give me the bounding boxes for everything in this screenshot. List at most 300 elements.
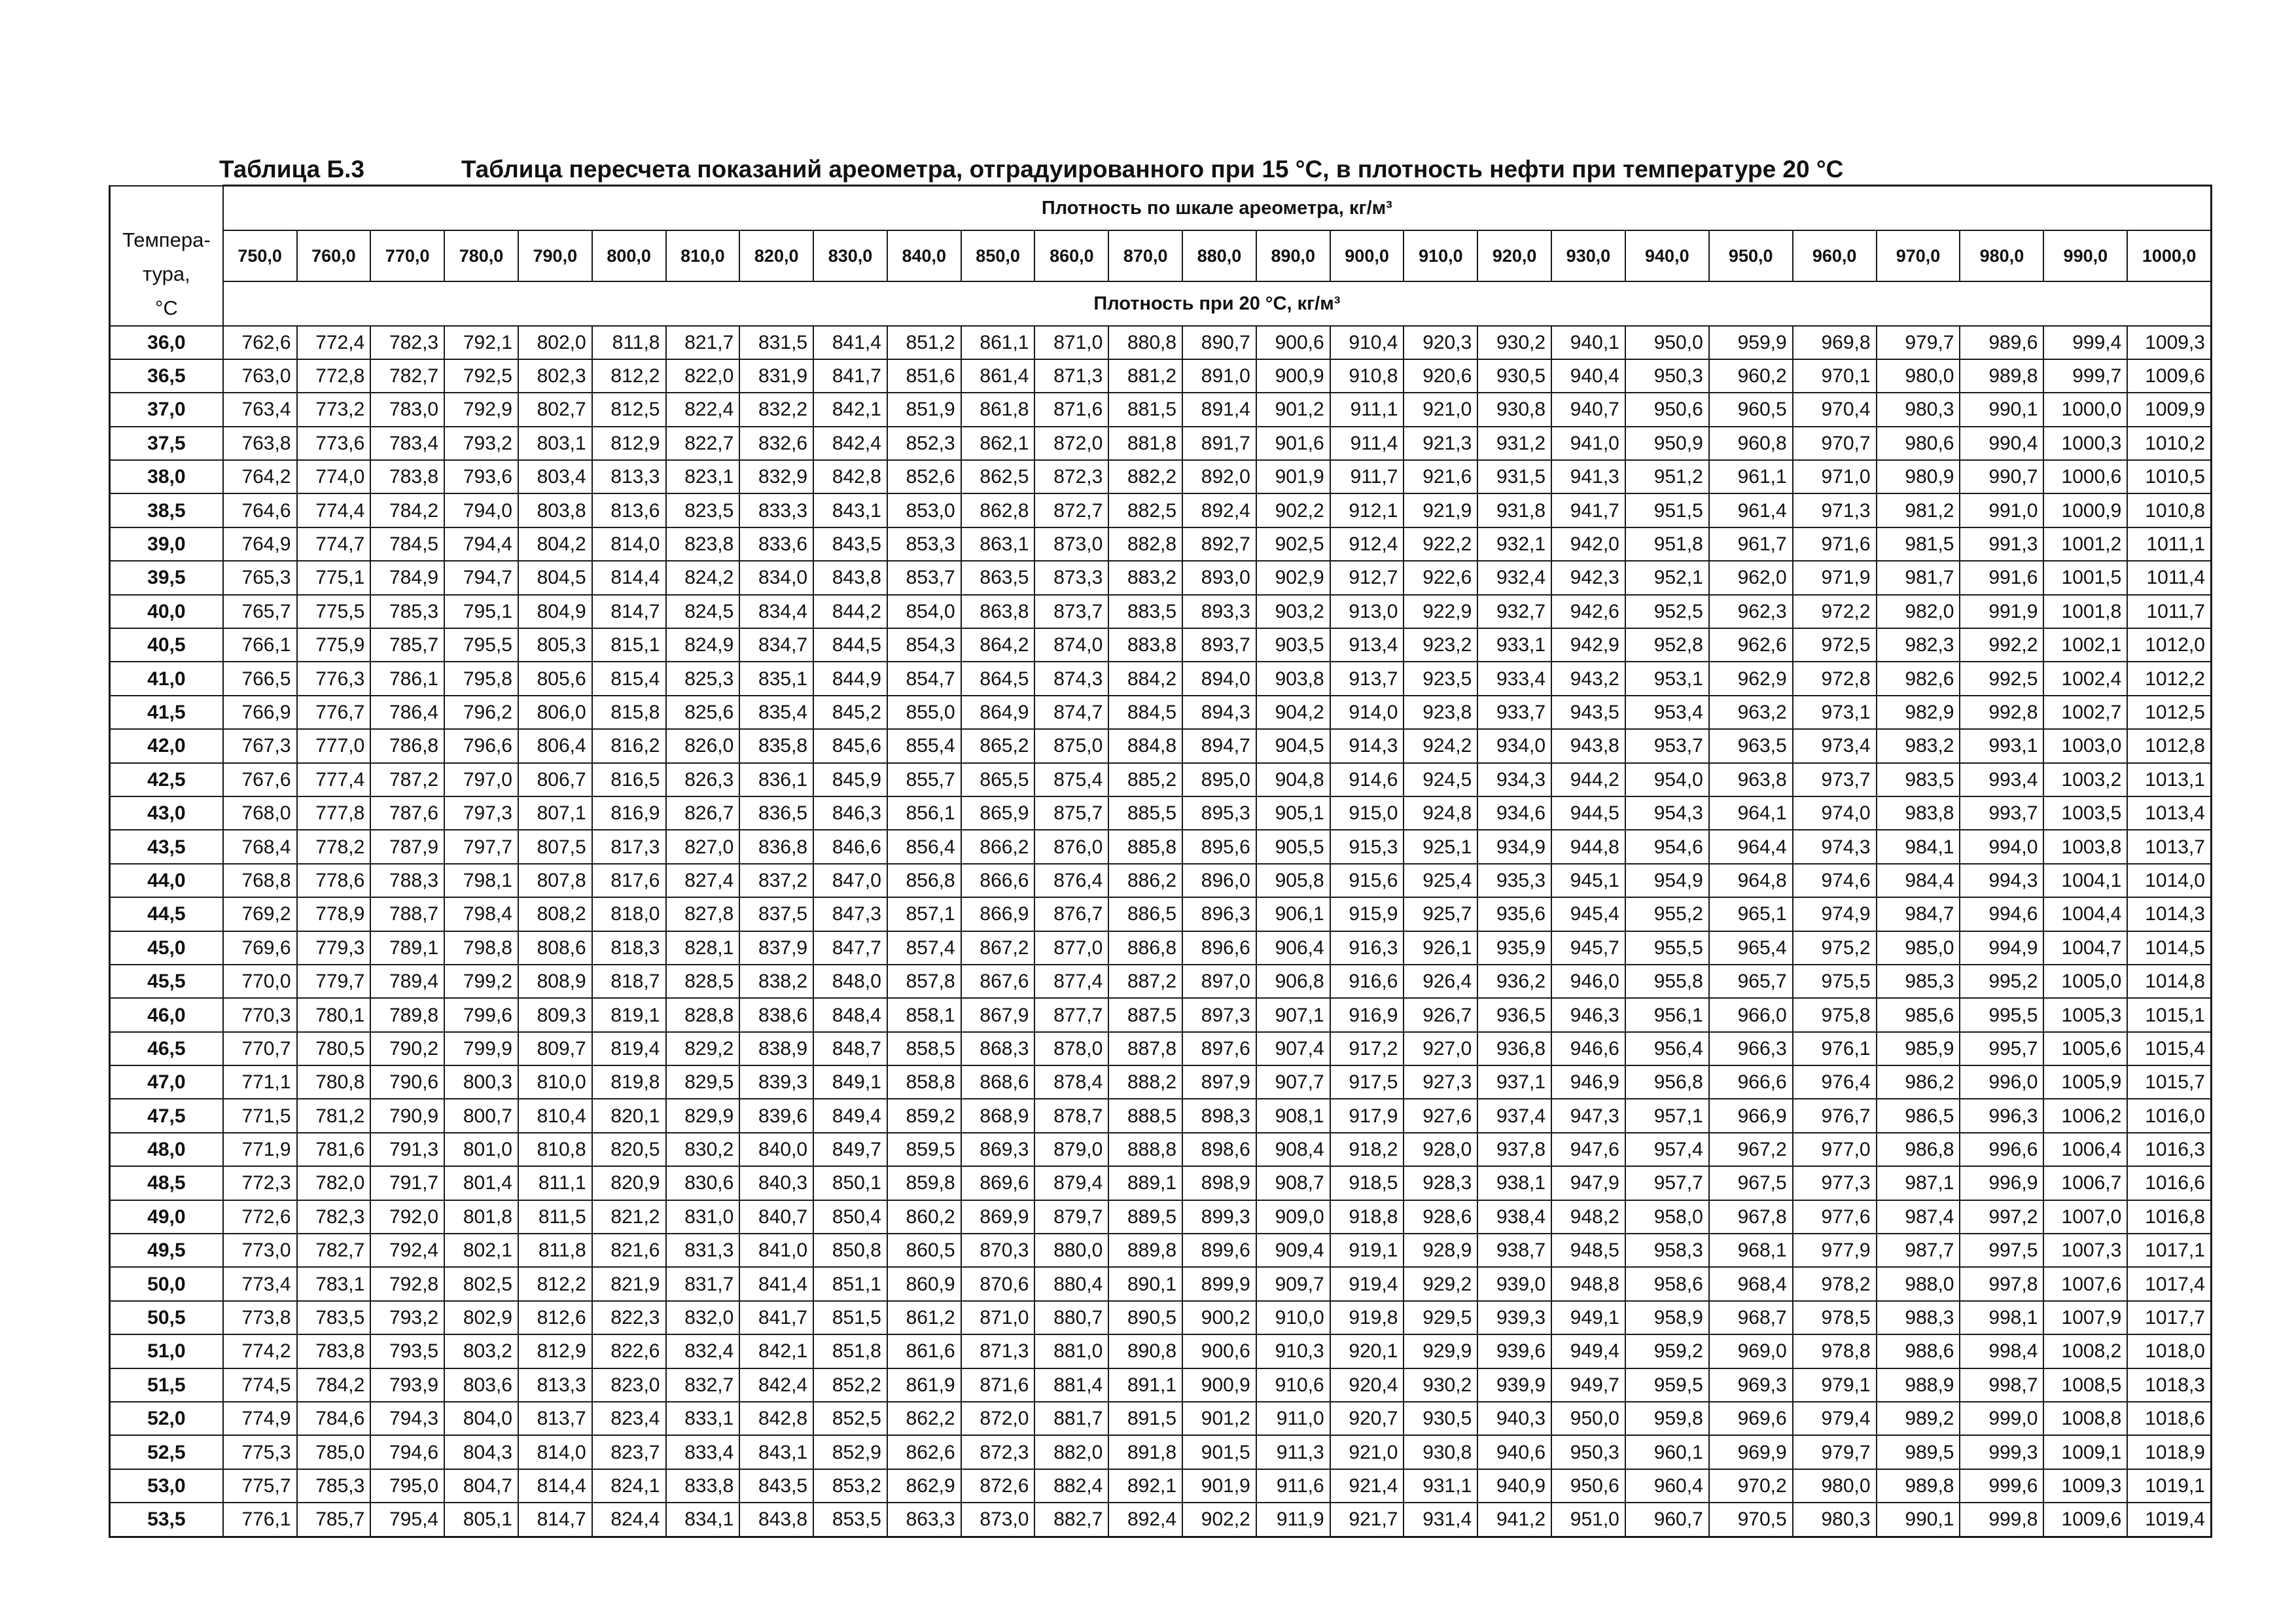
- density-cell: 842,8: [813, 460, 887, 493]
- density-cell: 872,3: [1034, 460, 1108, 493]
- density-cell: 815,8: [592, 696, 666, 729]
- density-cell: 981,7: [1877, 561, 1960, 594]
- density-cell: 803,1: [518, 427, 592, 460]
- density-cell: 1000,6: [2043, 460, 2127, 493]
- density-cell: 1009,3: [2127, 326, 2211, 359]
- density-cell: 772,4: [297, 326, 371, 359]
- density-cell: 833,6: [739, 527, 813, 561]
- density-cell: 1007,9: [2043, 1301, 2127, 1334]
- density-cell: 987,4: [1877, 1200, 1960, 1234]
- density-cell: 824,5: [666, 595, 740, 628]
- density-cell: 894,0: [1182, 662, 1256, 695]
- density-cell: 850,1: [813, 1166, 887, 1200]
- density-cell: 804,2: [518, 527, 592, 561]
- density-cell: 861,2: [887, 1301, 961, 1334]
- table-body: [110, 326, 2212, 1537]
- density-cell: 770,7: [223, 1032, 297, 1065]
- density-cell: 778,6: [297, 864, 371, 897]
- density-20-label: Плотность при 20 °C, кг/м³: [1093, 293, 1341, 314]
- density-cell: 792,9: [444, 393, 518, 426]
- density-cell: 840,3: [739, 1166, 813, 1200]
- density-cell: 876,0: [1034, 830, 1108, 863]
- density-cell: 883,5: [1108, 595, 1182, 628]
- density-cell: 854,7: [887, 662, 961, 695]
- density-cell: 887,5: [1108, 998, 1182, 1031]
- density-cell: 840,0: [739, 1133, 813, 1166]
- density-cell: 900,6: [1182, 1334, 1256, 1368]
- density-cell: 903,2: [1256, 595, 1330, 628]
- density-cell: 773,8: [223, 1301, 297, 1334]
- density-cell: 956,4: [1625, 1032, 1709, 1065]
- density-cell: 836,5: [739, 796, 813, 830]
- density-cell: 814,4: [592, 561, 666, 594]
- density-cell: 931,2: [1477, 427, 1551, 460]
- density-cell: 899,6: [1182, 1234, 1256, 1267]
- density-cell: 778,9: [297, 897, 371, 931]
- density-cell: 798,4: [444, 897, 518, 931]
- scale-value-header: 860,0: [1034, 230, 1108, 282]
- density-cell: 958,6: [1625, 1267, 1709, 1300]
- density-cell: 879,4: [1034, 1166, 1108, 1200]
- density-cell: 777,4: [297, 763, 371, 796]
- density-cell: 871,0: [1034, 326, 1108, 359]
- density-cell: 792,8: [370, 1267, 444, 1300]
- density-cell: 872,7: [1034, 493, 1108, 527]
- density-cell: 907,4: [1256, 1032, 1330, 1065]
- density-cell: 823,7: [592, 1435, 666, 1469]
- density-cell: 916,9: [1330, 998, 1404, 1031]
- density-cell: 803,4: [518, 460, 592, 493]
- density-cell: 1009,3: [2043, 1469, 2127, 1503]
- density-cell: 842,1: [813, 393, 887, 426]
- density-cell: 861,6: [887, 1334, 961, 1368]
- density-cell: 910,0: [1256, 1301, 1330, 1334]
- density-cell: 899,3: [1182, 1200, 1256, 1234]
- density-cell: 797,3: [444, 796, 518, 830]
- density-cell: 816,2: [592, 729, 666, 762]
- density-cell: 865,5: [961, 763, 1035, 796]
- density-cell: 890,1: [1108, 1267, 1182, 1300]
- temperature-column-header: [110, 186, 223, 326]
- density-cell: 1015,7: [2127, 1065, 2211, 1099]
- density-cell: 766,5: [223, 662, 297, 695]
- density-cell: 1008,2: [2043, 1334, 2127, 1368]
- density-cell: 772,3: [223, 1166, 297, 1200]
- density-cell: 857,1: [887, 897, 961, 931]
- density-cell: 979,4: [1793, 1402, 1877, 1435]
- density-cell: 1018,0: [2127, 1334, 2211, 1368]
- table-row: [110, 830, 2212, 863]
- density-cell: 835,1: [739, 662, 813, 695]
- density-cell: 1002,7: [2043, 696, 2127, 729]
- density-cell: 970,5: [1709, 1503, 1793, 1537]
- density-cell: 844,5: [813, 628, 887, 662]
- density-cell: 875,0: [1034, 729, 1108, 762]
- density-cell: 826,7: [666, 796, 740, 830]
- density-cell: 914,0: [1330, 696, 1404, 729]
- density-cell: 945,1: [1551, 864, 1625, 897]
- density-cell: 838,9: [739, 1032, 813, 1065]
- density-cell: 983,8: [1877, 796, 1960, 830]
- density-cell: 962,3: [1709, 595, 1793, 628]
- density-cell: 821,9: [592, 1267, 666, 1300]
- density-cell: 802,7: [518, 393, 592, 426]
- density-cell: 999,4: [2043, 326, 2127, 359]
- density-cell: 874,3: [1034, 662, 1108, 695]
- density-cell: 850,8: [813, 1234, 887, 1267]
- density-cell: 770,0: [223, 965, 297, 998]
- table-row: [110, 965, 2212, 998]
- density-cell: 980,3: [1793, 1503, 1877, 1537]
- density-cell: 782,3: [370, 326, 444, 359]
- density-cell: 862,2: [887, 1402, 961, 1435]
- density-cell: 830,6: [666, 1166, 740, 1200]
- density-cell: 852,6: [887, 460, 961, 493]
- density-cell: 881,8: [1108, 427, 1182, 460]
- density-cell: 827,0: [666, 830, 740, 863]
- density-cell: 988,0: [1877, 1267, 1960, 1300]
- density-cell: 973,4: [1793, 729, 1877, 762]
- density-cell: 841,7: [739, 1301, 813, 1334]
- density-cell: 951,8: [1625, 527, 1709, 561]
- density-cell: 887,8: [1108, 1032, 1182, 1065]
- density-cell: 886,8: [1108, 931, 1182, 965]
- density-cell: 910,4: [1330, 326, 1404, 359]
- density-cell: 866,2: [961, 830, 1035, 863]
- density-cell: 980,9: [1877, 460, 1960, 493]
- density-cell: 1009,1: [2043, 1435, 2127, 1469]
- density-cell: 798,1: [444, 864, 518, 897]
- density-cell: 777,8: [297, 796, 371, 830]
- density-cell: 795,4: [370, 1503, 444, 1537]
- table-row: [110, 595, 2212, 628]
- density-cell: 973,1: [1793, 696, 1877, 729]
- density-cell: 940,7: [1551, 393, 1625, 426]
- density-cell: 895,6: [1182, 830, 1256, 863]
- density-cell: 861,9: [887, 1368, 961, 1402]
- temperature-cell: 49,5: [110, 1234, 223, 1267]
- density-cell: 791,7: [370, 1166, 444, 1200]
- scale-value-header: 840,0: [887, 230, 961, 282]
- scale-value-header: 780,0: [444, 230, 518, 282]
- density-cell: 891,4: [1182, 393, 1256, 426]
- density-cell: 1012,2: [2127, 662, 2211, 695]
- density-cell: 915,0: [1330, 796, 1404, 830]
- density-cell: 920,4: [1330, 1368, 1404, 1402]
- density-cell: 934,6: [1477, 796, 1551, 830]
- density-cell: 843,1: [739, 1435, 813, 1469]
- density-cell: 1000,9: [2043, 493, 2127, 527]
- density-cell: 848,4: [813, 998, 887, 1031]
- density-cell: 900,2: [1182, 1301, 1256, 1334]
- density-cell: 844,9: [813, 662, 887, 695]
- density-cell: 842,8: [739, 1402, 813, 1435]
- density-cell: 882,2: [1108, 460, 1182, 493]
- density-cell: 986,8: [1877, 1133, 1960, 1166]
- density-cell: 892,4: [1182, 493, 1256, 527]
- density-cell: 881,4: [1034, 1368, 1108, 1402]
- density-cell: 943,5: [1551, 696, 1625, 729]
- density-cell: 930,5: [1404, 1402, 1477, 1435]
- temperature-cell: 48,5: [110, 1166, 223, 1200]
- density-cell: 873,7: [1034, 595, 1108, 628]
- density-cell: 994,9: [1960, 931, 2043, 965]
- density-cell: 969,0: [1709, 1334, 1793, 1368]
- density-cell: 806,4: [518, 729, 592, 762]
- density-cell: 802,9: [444, 1301, 518, 1334]
- density-cell: 819,4: [592, 1032, 666, 1065]
- density-cell: 949,4: [1551, 1334, 1625, 1368]
- density-cell: 887,2: [1108, 965, 1182, 998]
- density-cell: 914,3: [1330, 729, 1404, 762]
- density-cell: 782,0: [297, 1166, 371, 1200]
- density-cell: 864,2: [961, 628, 1035, 662]
- density-cell: 924,2: [1404, 729, 1477, 762]
- density-cell: 851,6: [887, 359, 961, 393]
- density-cell: 947,3: [1551, 1099, 1625, 1132]
- density-cell: 829,2: [666, 1032, 740, 1065]
- density-cell: 847,7: [813, 931, 887, 965]
- density-cell: 834,0: [739, 561, 813, 594]
- density-cell: 998,4: [1960, 1334, 2043, 1368]
- density-cell: 857,4: [887, 931, 961, 965]
- density-cell: 911,7: [1330, 460, 1404, 493]
- density-cell: 928,9: [1404, 1234, 1477, 1267]
- density-cell: 1017,7: [2127, 1301, 2211, 1334]
- density-cell: 781,2: [297, 1099, 371, 1132]
- density-cell: 855,7: [887, 763, 961, 796]
- density-cell: 855,4: [887, 729, 961, 762]
- density-cell: 767,6: [223, 763, 297, 796]
- density-cell: 979,7: [1877, 326, 1960, 359]
- density-cell: 1010,8: [2127, 493, 2211, 527]
- density-cell: 999,0: [1960, 1402, 2043, 1435]
- density-cell: 979,7: [1793, 1435, 1877, 1469]
- density-cell: 1000,3: [2043, 427, 2127, 460]
- density-cell: 765,3: [223, 561, 297, 594]
- density-cell: 1013,4: [2127, 796, 2211, 830]
- density-cell: 815,4: [592, 662, 666, 695]
- density-cell: 867,2: [961, 931, 1035, 965]
- density-cell: 908,1: [1256, 1099, 1330, 1132]
- density-cell: 834,4: [739, 595, 813, 628]
- density-cell: 795,1: [444, 595, 518, 628]
- density-cell: 963,5: [1709, 729, 1793, 762]
- density-cell: 911,9: [1256, 1503, 1330, 1537]
- density-cell: 869,6: [961, 1166, 1035, 1200]
- density-cell: 882,4: [1034, 1469, 1108, 1503]
- density-cell: 835,8: [739, 729, 813, 762]
- density-cell: 976,7: [1793, 1099, 1877, 1132]
- density-cell: 1016,6: [2127, 1166, 2211, 1200]
- density-cell: 881,5: [1108, 393, 1182, 426]
- density-cell: 911,0: [1256, 1402, 1330, 1435]
- density-cell: 861,8: [961, 393, 1035, 426]
- density-cell: 852,3: [887, 427, 961, 460]
- density-cell: 837,9: [739, 931, 813, 965]
- density-cell: 884,8: [1108, 729, 1182, 762]
- density-cell: 971,6: [1793, 527, 1877, 561]
- density-cell: 904,8: [1256, 763, 1330, 796]
- density-cell: 1005,9: [2043, 1065, 2127, 1099]
- scale-value-header: 990,0: [2043, 230, 2127, 282]
- density-cell: 806,0: [518, 696, 592, 729]
- density-cell: 793,2: [370, 1301, 444, 1334]
- density-cell: 966,9: [1709, 1099, 1793, 1132]
- density-cell: 955,2: [1625, 897, 1709, 931]
- density-cell: 824,1: [592, 1469, 666, 1503]
- density-cell: 851,2: [887, 326, 961, 359]
- density-cell: 800,7: [444, 1099, 518, 1132]
- density-cell: 838,6: [739, 998, 813, 1031]
- density-cell: 807,8: [518, 864, 592, 897]
- density-cell: 785,7: [370, 628, 444, 662]
- density-cell: 953,7: [1625, 729, 1709, 762]
- temperature-cell: 40,0: [110, 595, 223, 628]
- scale-value-header: 980,0: [1960, 230, 2043, 282]
- density-cell: 917,9: [1330, 1099, 1404, 1132]
- density-cell: 997,2: [1960, 1200, 2043, 1234]
- density-cell: 950,9: [1625, 427, 1709, 460]
- temperature-cell: 47,5: [110, 1099, 223, 1132]
- density-cell: 829,5: [666, 1065, 740, 1099]
- density-cell: 764,2: [223, 460, 297, 493]
- density-cell: 822,7: [666, 427, 740, 460]
- density-cell: 934,3: [1477, 763, 1551, 796]
- temperature-cell: 43,5: [110, 830, 223, 863]
- density-cell: 886,5: [1108, 897, 1182, 931]
- density-cell: 954,9: [1625, 864, 1709, 897]
- density-cell: 920,1: [1330, 1334, 1404, 1368]
- density-cell: 873,3: [1034, 561, 1108, 594]
- density-cell: 878,0: [1034, 1032, 1108, 1065]
- density-cell: 960,2: [1709, 359, 1793, 393]
- density-cell: 950,0: [1625, 326, 1709, 359]
- density-cell: 880,4: [1034, 1267, 1108, 1300]
- density-cell: 963,2: [1709, 696, 1793, 729]
- density-cell: 935,3: [1477, 864, 1551, 897]
- density-cell: 921,0: [1330, 1435, 1404, 1469]
- density-cell: 901,6: [1256, 427, 1330, 460]
- density-cell: 904,5: [1256, 729, 1330, 762]
- density-cell: 916,6: [1330, 965, 1404, 998]
- density-cell: 909,7: [1256, 1267, 1330, 1300]
- density-cell: 909,4: [1256, 1234, 1330, 1267]
- scale-value-header: 810,0: [666, 230, 740, 282]
- density-cell: 974,0: [1793, 796, 1877, 830]
- density-cell: 814,7: [518, 1503, 592, 1537]
- density-cell: 785,7: [297, 1503, 371, 1537]
- scale-value-header: 770,0: [370, 230, 444, 282]
- density-cell: 828,5: [666, 965, 740, 998]
- temperature-header-label: Темпера- тура, °C: [122, 228, 211, 319]
- density-cell: 1014,0: [2127, 864, 2211, 897]
- density-cell: 872,6: [961, 1469, 1035, 1503]
- density-cell: 808,9: [518, 965, 592, 998]
- density-cell: 819,1: [592, 998, 666, 1031]
- density-cell: 991,6: [1960, 561, 2043, 594]
- density-cell: 1013,7: [2127, 830, 2211, 863]
- density-cell: 931,5: [1477, 460, 1551, 493]
- density-cell: 842,1: [739, 1334, 813, 1368]
- density-cell: 1002,1: [2043, 628, 2127, 662]
- density-cell: 772,6: [223, 1200, 297, 1234]
- density-cell: 931,8: [1477, 493, 1551, 527]
- density-cell: 818,0: [592, 897, 666, 931]
- density-cell: 861,4: [961, 359, 1035, 393]
- density-cell: 863,5: [961, 561, 1035, 594]
- density-cell: 915,6: [1330, 864, 1404, 897]
- density-cell: 813,3: [518, 1368, 592, 1402]
- density-cell: 1006,2: [2043, 1099, 2127, 1132]
- scale-value-header: 880,0: [1182, 230, 1256, 282]
- density-cell: 785,0: [297, 1435, 371, 1469]
- density-cell: 991,0: [1960, 493, 2043, 527]
- density-cell: 891,8: [1108, 1435, 1182, 1469]
- density-cell: 900,6: [1256, 326, 1330, 359]
- density-cell: 1005,3: [2043, 998, 2127, 1031]
- density-cell: 933,4: [1477, 662, 1551, 695]
- density-cell: 999,8: [1960, 1503, 2043, 1537]
- density-cell: 805,6: [518, 662, 592, 695]
- density-cell: 1012,0: [2127, 628, 2211, 662]
- density-cell: 859,8: [887, 1166, 961, 1200]
- density-cell: 931,1: [1404, 1469, 1477, 1503]
- density-cell: 897,6: [1182, 1032, 1256, 1065]
- density-cell: 1003,5: [2043, 796, 2127, 830]
- density-cell: 926,7: [1404, 998, 1477, 1031]
- density-cell: 763,0: [223, 359, 297, 393]
- density-cell: 874,0: [1034, 628, 1108, 662]
- scale-value-header: 920,0: [1477, 230, 1551, 282]
- temperature-cell: 51,0: [110, 1334, 223, 1368]
- density-cell: 773,6: [297, 427, 371, 460]
- density-cell: 891,0: [1182, 359, 1256, 393]
- scale-value-header: 870,0: [1108, 230, 1182, 282]
- temperature-cell: 38,5: [110, 493, 223, 527]
- density-cell: 771,1: [223, 1065, 297, 1099]
- table-row: [110, 763, 2212, 796]
- density-cell: 784,5: [370, 527, 444, 561]
- density-cell: 875,4: [1034, 763, 1108, 796]
- table-row: [110, 1065, 2212, 1099]
- density-cell: 782,7: [370, 359, 444, 393]
- table-number: Таблица Б.3: [219, 156, 364, 183]
- density-cell: 781,6: [297, 1133, 371, 1166]
- density-cell: 870,3: [961, 1234, 1035, 1267]
- temperature-cell: 46,0: [110, 998, 223, 1031]
- density-cell: 938,7: [1477, 1234, 1551, 1267]
- density-cell: 980,3: [1877, 393, 1960, 426]
- density-cell: 772,8: [297, 359, 371, 393]
- density-cell: 904,2: [1256, 696, 1330, 729]
- density-cell: 1005,6: [2043, 1032, 2127, 1065]
- density-cell: 936,5: [1477, 998, 1551, 1031]
- density-cell: 956,1: [1625, 998, 1709, 1031]
- density-cell: 940,3: [1477, 1402, 1551, 1435]
- density-cell: 796,6: [444, 729, 518, 762]
- density-cell: 813,6: [592, 493, 666, 527]
- density-cell: 978,5: [1793, 1301, 1877, 1334]
- density-cell: 799,6: [444, 998, 518, 1031]
- density-cell: 940,6: [1477, 1435, 1551, 1469]
- density-cell: 792,1: [444, 326, 518, 359]
- density-cell: 847,0: [813, 864, 887, 897]
- density-cell: 888,2: [1108, 1065, 1182, 1099]
- density-cell: 947,6: [1551, 1133, 1625, 1166]
- density-cell: 994,6: [1960, 897, 2043, 931]
- density-cell: 824,9: [666, 628, 740, 662]
